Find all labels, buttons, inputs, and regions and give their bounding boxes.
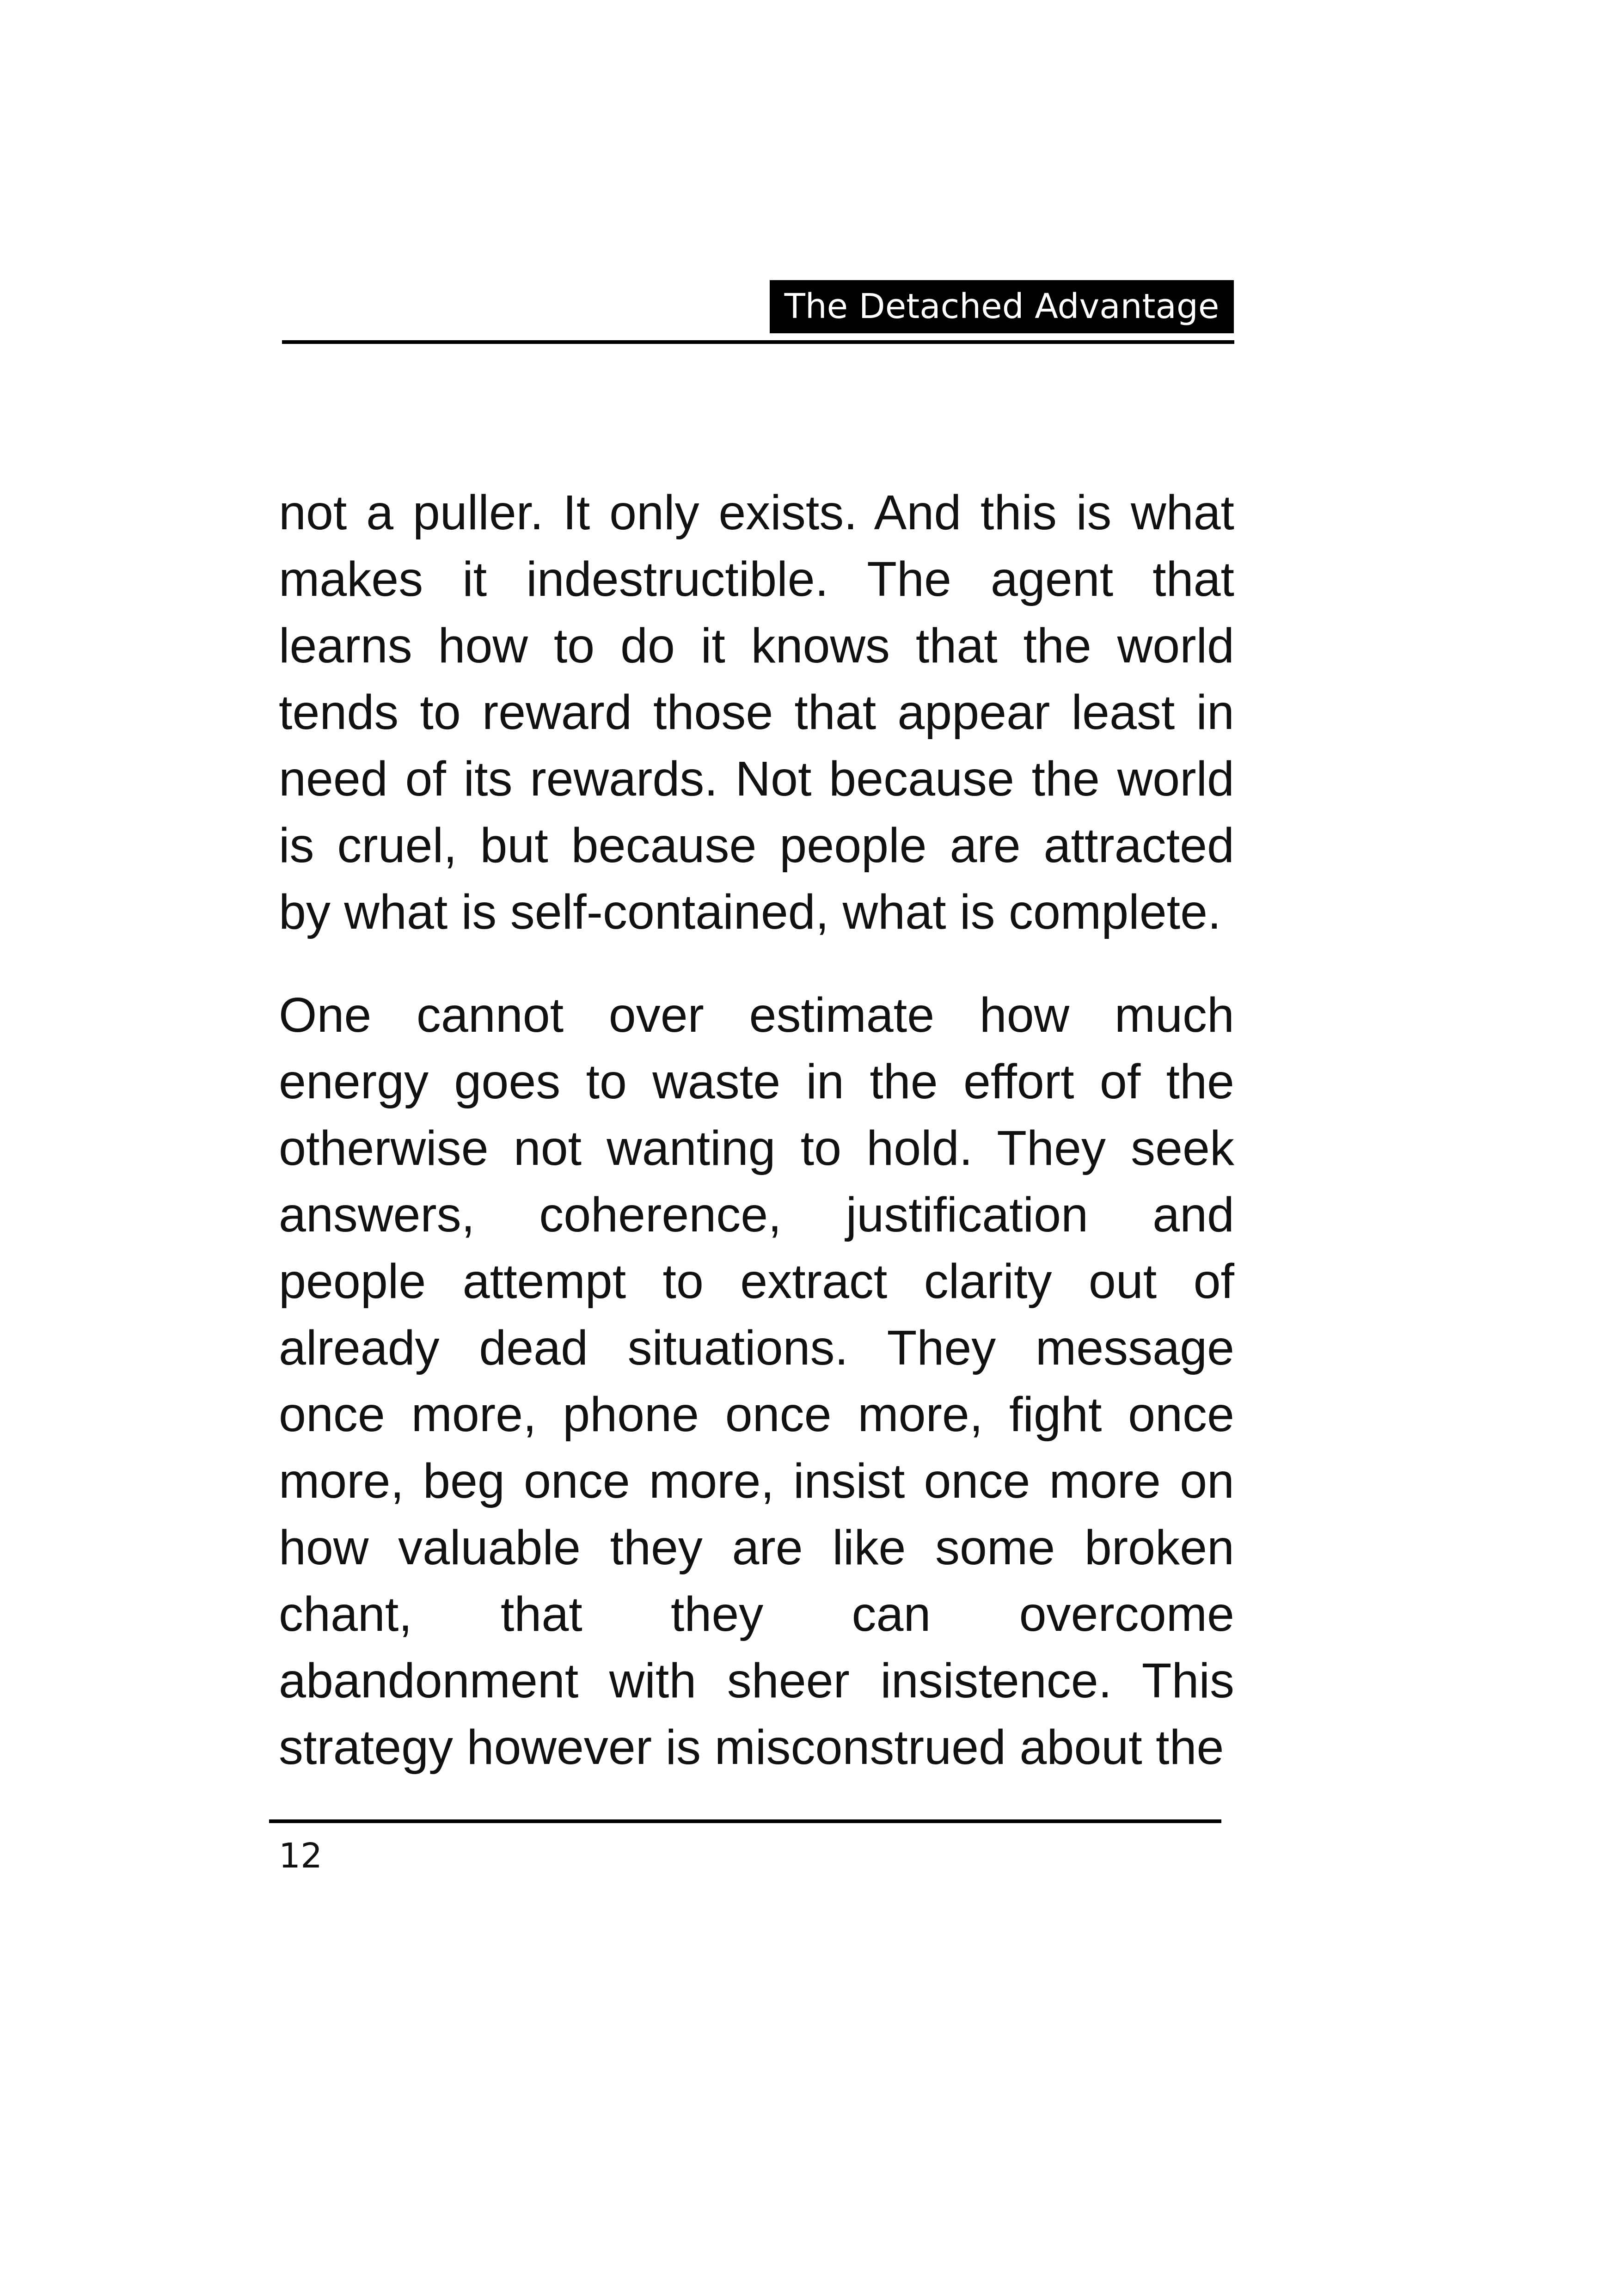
header-divider <box>282 340 1234 344</box>
footer-divider <box>269 1819 1221 1823</box>
body-paragraph-2: One cannot over estimate how much energy goes to waste in the effort of the otherwise not wanting to hold. They seek answers, coherence, justification and people attempt to extract clarity out of already dead situations. They message once more, phone once more, fight once more, beg once more, insist once more on how valuable they are like some broken chant, that they can overcome abandonment with sheer insistence. This strategy however is misconstrued about the <box>279 988 1234 1775</box>
page-body <box>279 479 1234 1781</box>
page-number: 12 <box>279 1836 323 1876</box>
running-header-title: The Detached Advantage <box>770 280 1234 333</box>
body-paragraph-1: not a puller. It only exists. And this is what makes it indestructible. The agent that learns how to do it knows that the world tends to reward those that appear least in need of its rewards. Not because the world is cruel, but because people are attracted by what is self-contained, what is complete. <box>279 485 1234 939</box>
